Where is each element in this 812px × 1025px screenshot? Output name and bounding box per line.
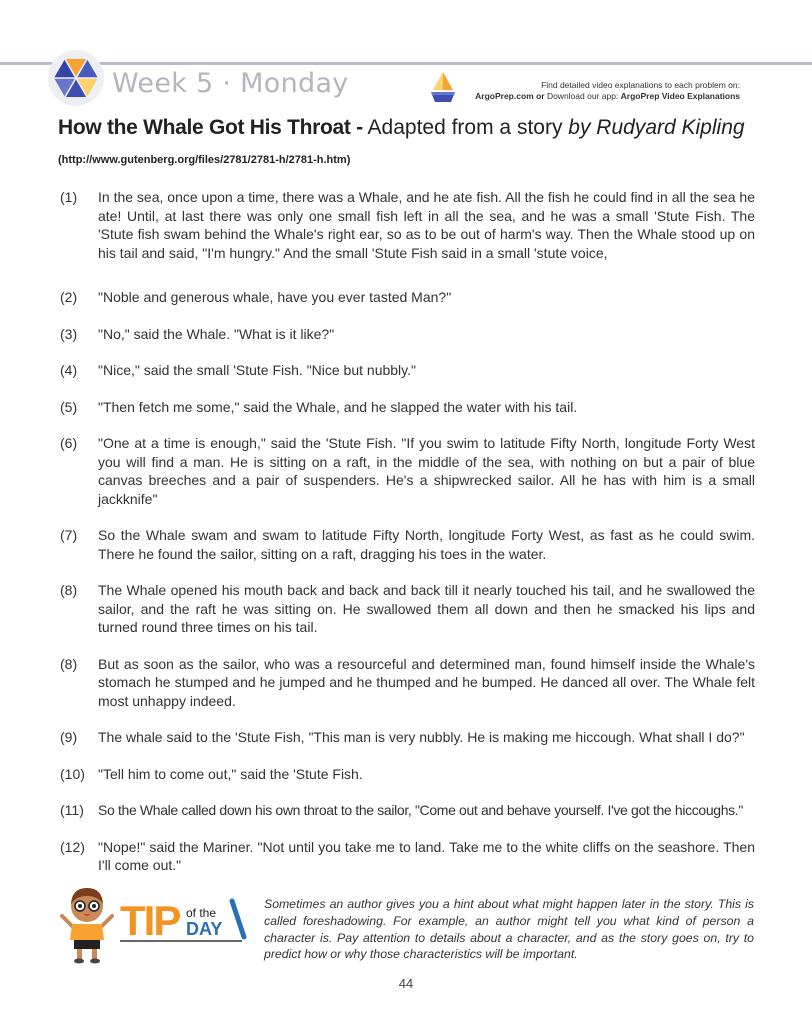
paragraph [60, 581, 755, 637]
paragraph-text: "Nice," said the small 'Stute Fish. "Nice but nubbly." [98, 362, 416, 378]
story-title [58, 116, 745, 140]
paragraph [60, 288, 755, 307]
pencil-icon [232, 901, 244, 937]
paragraph-text: So the Whale swam and swam to latitude Fifty North, longitude Forty West, as fast as he could swim. There he found the sailor, sitting on a raft, dragging his toes in the water. [98, 527, 755, 562]
paragraph-text: "Tell him to come out," said the 'Stute Fish. [98, 765, 363, 782]
paragraph [60, 765, 755, 784]
paragraph-text: "Nope!" said the Mariner. "Not until you take me to land. Take me to the white cliffs on the seashore. Then I'll come out." [98, 838, 755, 873]
paragraph-number: (11) [60, 802, 84, 818]
paragraph-number: (1) [60, 189, 78, 205]
paragraph [60, 838, 755, 875]
paragraph-text: In the sea, once upon a time, there was a Whale, and he ate fish. All the fish he could find in all the sea he ate! Until, at last there was only one small fish left in all the sea, and he was a small 'Stute Fish. The 'Stute fish swam behind the Whale's right ear, so as to be out of harm's way. Then the Whale stood up on his tail and said, "I'm hungry." And the small 'Stute Fish said in a small 'stute voice, [98, 189, 755, 261]
paragraph [60, 361, 755, 380]
hexagon-logo-icon [53, 56, 99, 100]
paragraph-number: (9) [60, 729, 78, 745]
paragraph-number: (8) [60, 655, 78, 672]
paragraph [60, 325, 755, 344]
paragraph [60, 728, 755, 747]
page-number: 44 [398, 976, 414, 991]
story-title-adapted: Adapted from a story [362, 116, 569, 139]
paragraph-text: The whale said to the 'Stute Fish, "This man is very nubbly. He is making me hiccough. What shall I do?" [98, 729, 745, 745]
header-rule [0, 62, 812, 65]
tip-logo-big: TIP [120, 897, 180, 944]
promo-line-2 [440, 91, 740, 102]
paragraph-number: (4) [60, 362, 78, 378]
paragraph-number: (8) [60, 582, 78, 598]
paragraph [60, 801, 755, 820]
promo-site: ArgoPrep.com or [475, 91, 545, 101]
story-title-main: How the Whale Got His Throat - [58, 116, 363, 139]
paragraph-number: (10) [60, 765, 85, 782]
paragraph-number: (5) [60, 398, 78, 415]
paragraph-text: "Noble and generous whale, have you ever tasted Man?" [98, 289, 452, 305]
tip-of-the-day-logo [120, 895, 252, 952]
paragraph-text: So the Whale called down his own throat to the sailor, "Come out and behave yourself. I've got the hiccoughs." [98, 802, 743, 818]
tip-logo-of-the: of the [186, 906, 217, 920]
tip-text: Sometimes an author gives you a hint about what might happen later in the story. This is called foreshadowing. For example, an author might tell you what kind of person a character is. Pay attention to details about a character, and as the story goes on, try to predict how or why those characteristics will be important. [264, 897, 754, 962]
promo-download: Download our app: [544, 91, 621, 101]
promo-app: ArgoPrep Video Explanations [620, 91, 740, 101]
argoprep-logo [48, 50, 104, 106]
promo-line-1: Find detailed video explanations to each problem on: [541, 80, 740, 90]
paragraph-number: (6) [60, 435, 78, 451]
paragraph [60, 655, 755, 711]
paragraph-text: "No," said the Whale. "What is it like?" [98, 325, 335, 342]
kid-mascot-icon [58, 884, 116, 969]
paragraph-text: "One at a time is enough," said the 'Stute Fish. "If you swim to latitude Fifty North, longitude Forty West you will find a man. He is sitting on a raft, in the middle of the sea, with nothing on but a pair of blue canvas breeches and a pair of suspenders. He's a shipwrecked sailor. All he has with him is a small jackknife" [98, 435, 755, 507]
paragraph-number: (2) [60, 289, 78, 305]
video-explanations-promo [440, 80, 740, 102]
story-title-author: by Rudyard Kipling [568, 116, 745, 139]
paragraph-text: But as soon as the sailor, who was a resourceful and determined man, found himself inside the Whale's stomach he stumped and he jumped and he thumped and he bumped. He danced all over. The Whale felt most unhappy indeed. [98, 655, 755, 709]
paragraph-text: The Whale opened his mouth back and back and back till it nearly touched his tail, and he swallowed the sailor, and the raft he was sitting on. He swallowed them all down and then he smacked his lips and turned round three times on his tail. [98, 582, 755, 635]
week-title: Week 5 · Monday [112, 68, 349, 99]
paragraph-text: "Then fetch me some," said the Whale, and he slapped the water with his tail. [98, 398, 578, 415]
paragraph [60, 526, 755, 563]
paragraph [60, 398, 755, 417]
paragraph [60, 188, 755, 262]
paragraph-number: (7) [60, 527, 78, 543]
paragraph-number: (3) [60, 325, 78, 342]
paragraph-number: (12) [60, 838, 85, 855]
paragraph [60, 434, 755, 508]
story-paragraphs [60, 188, 755, 875]
source-url: (http://www.gutenberg.org/files/2781/2781-h/2781-h.htm) [58, 154, 351, 166]
tip-logo-day: DAY [186, 919, 223, 939]
